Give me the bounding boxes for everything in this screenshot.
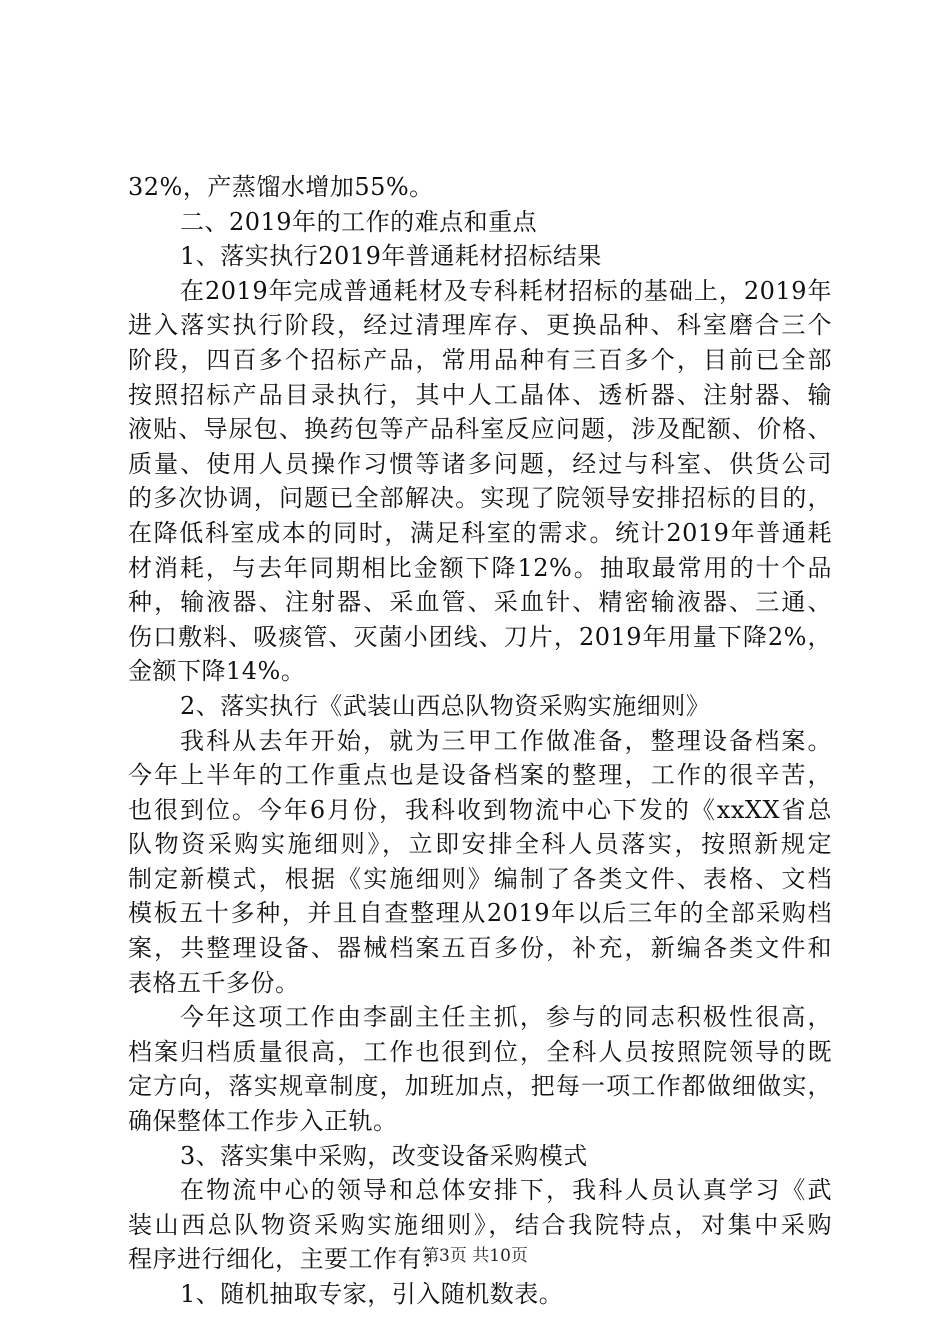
text-line: 模板五十多种，并且自查整理从2019年以后三年的全部采购档 (128, 899, 832, 928)
text-line: 阶段，四百多个招标产品，常用品种有三百多个，目前已全部 (128, 345, 832, 374)
text-line: 我科从去年开始，就为三甲工作做准备，整理设备档案。 (180, 726, 832, 755)
text-line: 装山西总队物资采购实施细则》，结合我院特点，对集中采购 (128, 1210, 832, 1239)
text-line: 2、落实执行《武装山西总队物资采购实施细则》 (180, 691, 711, 720)
text-line: 二、2019年的工作的难点和重点 (180, 207, 538, 236)
text-line: 在物流中心的领导和总体安排下，我科人员认真学习《武 (180, 1176, 832, 1205)
text-line: 案，共整理设备、器械档案五百多份，补充，新编各类文件和 (128, 934, 832, 963)
text-line: 进入落实执行阶段，经过清理库存、更换品种、科室磨合三个 (128, 311, 832, 340)
text-line: 32%，产蒸馏水增加55%。 (128, 173, 434, 201)
text-line: 的多次协调，问题已全部解决。实现了院领导安排招标的目的， (128, 484, 832, 513)
text-line: 在2019年完成普通耗材及专科耗材招标的基础上，2019年 (180, 276, 832, 305)
text-line: 档案归档质量很高，工作也很到位，全科人员按照院领导的既 (128, 1037, 832, 1066)
text-line: 今年上半年的工作重点也是设备档案的整理，工作的很辛苦， (128, 761, 832, 790)
text-line: 1、随机抽取专家，引入随机数表。 (180, 1280, 564, 1308)
text-line: 确保整体工作步入正轨。 (128, 1107, 398, 1136)
text-line: 表格五千多份。 (128, 968, 300, 997)
text-line: 3、落实集中采购，改变设备采购模式 (180, 1141, 588, 1170)
text-line: 1、落实执行2019年普通耗材招标结果 (180, 242, 602, 271)
text-line: 种，输液器、注射器、采血管、采血针、精密输液器、三通、 (128, 588, 832, 617)
text-line: 液贴、导尿包、换药包等产品科室反应问题，涉及配额、价格、 (128, 415, 832, 444)
text-line: 制定新模式，根据《实施细则》编制了各类文件、表格、文档 (128, 864, 832, 893)
text-line: 按照招标产品目录执行，其中人工晶体、透析器、注射器、输 (128, 380, 832, 409)
text-line: 质量、使用人员操作习惯等诸多问题，经过与科室、供货公司 (128, 449, 832, 478)
page-footer: 第3页 共10页 (422, 1246, 528, 1266)
text-line: 伤口敷料、吸痰管、灭菌小团线、刀片，2019年用量下降2%， (128, 622, 832, 651)
text-line: 定方向，落实规章制度，加班加点，把每一项工作都做细做实， (128, 1072, 832, 1101)
document-body (128, 170, 832, 1312)
text-line: 金额下降14%。 (128, 657, 306, 686)
text-line: 材消耗，与去年同期相比金额下降12%。抽取最常用的十个品 (128, 553, 832, 582)
text-line: 也很到位。今年6月份，我科收到物流中心下发的《xxXX省总 (128, 795, 832, 824)
text-line: 今年这项工作由李副主任主抓，参与的同志积极性很高， (180, 1003, 832, 1032)
text-line: 在降低科室成本的同时，满足科室的需求。统计2019年普通耗 (128, 518, 832, 547)
text-line: 队物资采购实施细则》，立即安排全科人员落实，按照新规定 (128, 830, 832, 859)
text-line: 程序进行细化，主要工作有： (128, 1245, 447, 1274)
